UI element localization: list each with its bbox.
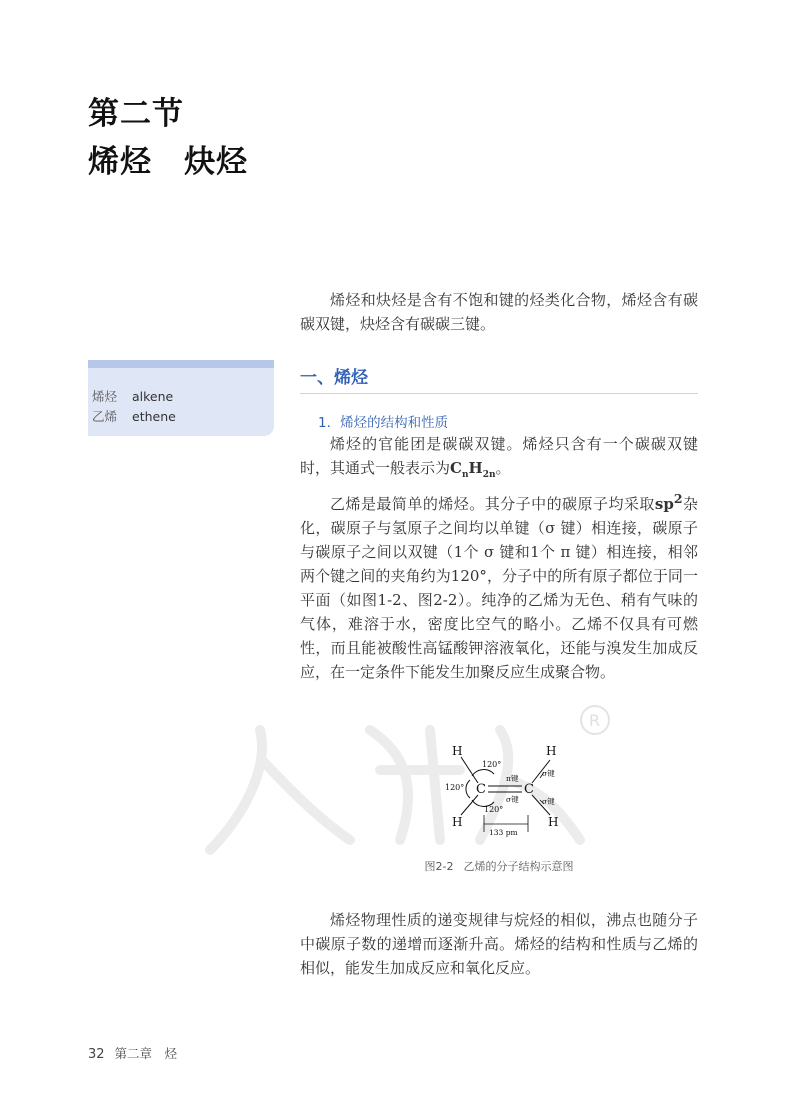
bond-length-label: 133 pm [489, 828, 518, 837]
atom-h: H [548, 815, 559, 829]
bond-line [461, 757, 478, 783]
text-span: 乙烯是最简单的烯烃。其分子中的碳原子均采取 [330, 495, 655, 513]
paragraph-physical-properties: 烯烃物理性质的递变规律与烷烃的相似，沸点也随分子中碳原子数的递增而逐渐升高。烯烃的结构和性质与乙烯的相似，能发生加成反应和氧化反应。 [300, 911, 698, 977]
svg-text:R: R [589, 711, 601, 730]
angle-label: 120° [482, 760, 502, 769]
angle-label: 120° [445, 783, 465, 792]
angle-arc [472, 770, 494, 776]
sp-superscript: 2 [673, 491, 683, 506]
formula [450, 459, 496, 480]
sigma-bond-label: σ键 [542, 797, 555, 806]
ethene-structure-figure [436, 740, 596, 840]
atom-c: C [476, 782, 486, 797]
intro-paragraph: 烯烃和炔烃是含有不饱和键的烃类化合物，烯烃含有碳碳双键，炔烃含有碳碳三键。 [300, 291, 698, 333]
text-span: 烯烃的官能团是碳碳双键。烯烃只含有一个碳碳双键时，其通式一般表示为 [300, 435, 698, 477]
sp-label: sp [654, 495, 674, 513]
ethene-diagram [436, 740, 596, 840]
angle-label: 120° [484, 805, 504, 814]
figure-caption [300, 858, 698, 874]
atom-h: H [452, 815, 463, 829]
term-english: alkene [132, 388, 174, 404]
glossary-term [88, 406, 274, 426]
page-footer [88, 1044, 177, 1062]
paragraph-ethene [300, 487, 698, 684]
pi-bond-label: π键 [506, 774, 519, 783]
section-title: 烯烃 炔烃 [88, 144, 248, 180]
figure-number: 图2-2 [424, 860, 454, 873]
formula-h: H [468, 459, 483, 477]
glossary-term [88, 386, 274, 406]
angle-arc [466, 780, 470, 798]
formula-sub-2n: 2n [482, 470, 496, 480]
term-english: ethene [132, 408, 176, 424]
hybridization [654, 491, 683, 513]
sigma-bond-label: σ键 [542, 769, 555, 778]
section-number: 第二节 [88, 96, 184, 132]
text-span: 。 [495, 459, 511, 477]
formula-c: C [450, 459, 462, 477]
text-span: 杂化，碳原子与氢原子之间均以单键（σ 键）相连接，碳原子与碳原子之间以双键（1个 σ 键和1个 π 键）相连接，相邻两个键之间的夹角约为120°，分子中的所有原子都位于同一平面（如图1-2、图2-2）。纯净的乙烯为无色、稍有气味的气体，难溶于水，密度比空气的略小。乙烯不仅具有可燃性，而且能被酸性高锰酸钾溶液氧化，还能与溴发生加成反应，在一定条件下能发生加聚反应生成聚合物。 [300, 495, 698, 681]
term-chinese: 烯烃 [92, 389, 118, 404]
page-number: 32 [88, 1047, 105, 1062]
chapter-title [88, 90, 248, 186]
term-chinese: 乙烯 [92, 409, 118, 424]
formula-sub-n: n [461, 470, 469, 480]
glossary-sidebar [88, 360, 274, 436]
figure-caption-text: 乙烯的分子结构示意图 [463, 860, 574, 873]
section-heading: 一、烯烃 [300, 363, 698, 394]
body-text [300, 432, 698, 684]
sigma-bond-label: σ键 [506, 795, 519, 804]
footer-chapter: 第二章 烃 [114, 1046, 178, 1061]
subsection-heading: 1．烯烃的结构和性质 [318, 415, 449, 431]
atom-c: C [524, 782, 534, 797]
paragraph-alkene-formula [300, 432, 698, 487]
atom-h: H [546, 744, 557, 758]
atom-h: H [452, 744, 463, 758]
